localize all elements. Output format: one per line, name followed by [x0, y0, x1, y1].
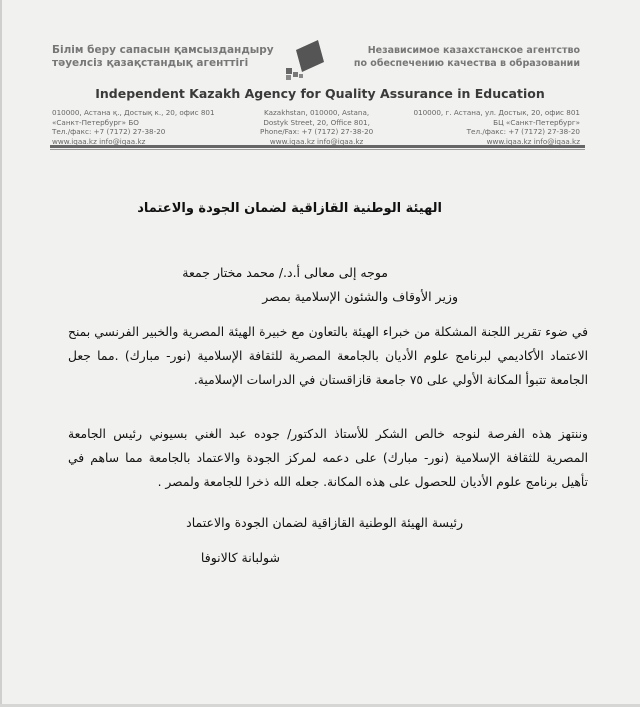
- letterhead-divider: [50, 145, 585, 148]
- address-line: Kazakhstan, 010000, Astana,: [264, 108, 370, 117]
- address-line: www.iqaa.kz info@iqaa.kz: [269, 136, 364, 146]
- address-line: Dostyk Street, 20, Office 801,: [263, 117, 370, 127]
- russian-line-2: по обеспечению качества в образовании: [353, 58, 580, 69]
- address-line: 010000, Астана қ., Достық к., 20, офис 801: [52, 108, 215, 117]
- address-line: Тел./факс: +7 (7172) 27-38-20: [466, 127, 580, 136]
- signature-name: شولبانة كالانوفا: [200, 550, 280, 565]
- address-line: www.iqaa.kz info@iqaa.kz: [486, 136, 580, 146]
- signature-title: رئيسة الهيئة الوطنية القازاقية لضمان الجودة والاعتماد: [186, 515, 463, 530]
- russian-line-1: Независимое казахстанское агентство: [367, 45, 580, 56]
- kazakh-line-1: Білім беру сапасын қамсыздандыру: [52, 44, 274, 56]
- body-paragraph-1: في ضوء تقرير اللجنة المشكلة من خبراء الهيئة بالتعاون مع خبيرة الهيئة المصرية والخبير الفرنسي بمنح الاعتماد الأكاديمي لبرنامج علوم الأديان بالجامعة المصرية للثقافة الإسلامية (نور- مبارك) .مما جعل الجامعة تتبوأ المكانة الأولي على ٧٥ جامعة قازاقستان في الدراسات الإسلامية.: [68, 325, 588, 387]
- address-line: «Санкт-Петербург» БО: [52, 117, 139, 127]
- letter-title: الهيئة الوطنية القازاقية لضمان الجودة والاعتماد: [137, 201, 442, 216]
- minister-line: وزير الأوقاف والشئون الإسلامية بمصر: [262, 289, 458, 304]
- agency-logo-icon: [282, 38, 326, 82]
- scan-edge-left: [0, 0, 2, 707]
- address-english: [260, 108, 373, 146]
- letterhead-kazakh: [52, 44, 274, 70]
- address-line: 010000, г. Астана, ул. Достык, 20, офис 801: [413, 108, 580, 117]
- address-line: Тел./факс: +7 (7172) 27-38-20: [52, 127, 166, 136]
- address-russian: [413, 108, 580, 146]
- addressee-line: موجه إلى معالى أ.د./ محمد مختار جمعة: [182, 265, 388, 280]
- agency-name-english: Independent Kazakh Agency for Quality Assurance in Education: [95, 86, 545, 101]
- address-line: Phone/Fax: +7 (7172) 27-38-20: [260, 127, 374, 136]
- letterhead-russian: [340, 44, 580, 70]
- address-line: www.iqaa.kz info@iqaa.kz: [52, 136, 146, 146]
- kazakh-line-2: тәуелсіз қазақстандық агенттігі: [52, 57, 249, 69]
- address-kazakh: [52, 108, 215, 146]
- address-line: БЦ «Санкт-Петербург»: [493, 117, 580, 127]
- letterhead-divider-thin: [50, 149, 585, 150]
- body-paragraph-2: وننتهز هذه الفرصة لنوجه خالص الشكر للأستاذ الدكتور/ جوده عبد الغني بسيوني رئيس الجامعة المصرية للثقافة الإسلامية (نور- مبارك) على دعمه لمركز الجودة والاعتماد بالجامعة مما ساهم في تأهيل برنامج علوم الأديان للحصول على هذه المكانة. جعله الله ذخرا للجامعة ولمصر .: [68, 427, 588, 489]
